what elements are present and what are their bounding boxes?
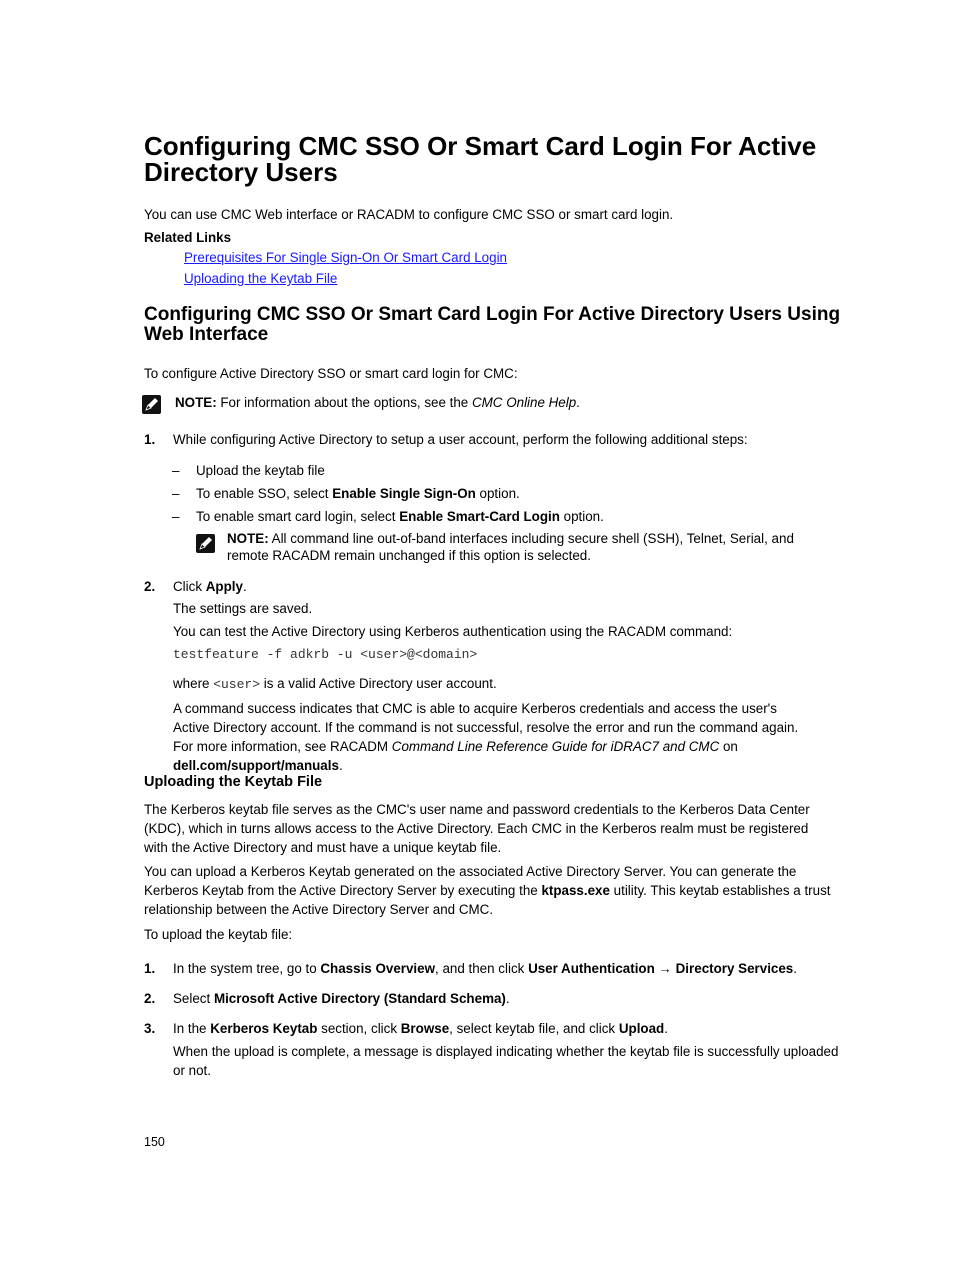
- note-label: NOTE:: [175, 395, 217, 410]
- list-dash: –: [172, 463, 180, 478]
- note-pencil-icon: [142, 395, 161, 414]
- step-text: .: [664, 1021, 668, 1036]
- page-title: Configuring CMC SSO Or Smart Card Login For Active Directory Users: [144, 131, 817, 187]
- sub-step-text: option.: [475, 486, 520, 501]
- section-heading-keytab: Uploading the Keytab File: [144, 774, 323, 790]
- step-number: 2.: [144, 579, 156, 594]
- option-name: Enable Smart-Card Login: [399, 509, 560, 524]
- where-pre: where: [173, 676, 214, 691]
- success-on: on: [719, 739, 738, 754]
- success-end: .: [338, 758, 343, 773]
- where-code: <user>: [213, 677, 261, 692]
- keytab-lead: To upload the keytab file:: [144, 927, 293, 942]
- step-apply: [173, 577, 247, 596]
- para-text: utility. This keytab establishes a trust relationship between the Active Directory Server and CMC.: [144, 883, 831, 917]
- sub-step-text: To enable SSO, select: [196, 486, 333, 501]
- settings-saved-text: The settings are saved.: [173, 601, 313, 616]
- list-dash: –: [172, 509, 180, 524]
- racadm-command: testfeature -f adkrb -u <user>@<domain>: [173, 647, 478, 662]
- sub-step-sso: [196, 484, 520, 503]
- related-links-label: Related Links: [144, 230, 232, 245]
- sub-step-upload: Upload the keytab file: [196, 463, 325, 478]
- web-lead-text: To configure Active Directory SSO or smart card login for CMC:: [144, 366, 518, 381]
- upload-result-text: When the upload is complete, a message is displayed indicating whether the keytab file is successfully uploaded or not.: [173, 1044, 839, 1078]
- page-number: 150: [144, 1135, 165, 1149]
- step-text: Click: [173, 579, 206, 594]
- step-text: .: [505, 991, 510, 1006]
- para-text: You can upload a Kerberos Keytab generated on the associated Active Directory Server. You can generate the Kerberos Keytab from the Active Directory Server by executing the: [144, 864, 797, 898]
- ui-term: Browse: [400, 1021, 450, 1036]
- success-body: A command success indicates that CMC is able to acquire Kerberos credentials and access the user's Active Directory account. If the command is not successful, resolve the error and run the command again. For more information, see RACADM: [173, 701, 799, 754]
- guide-ref: Command Line Reference Guide for iDRAC7 and CMC: [391, 739, 720, 754]
- ui-term: Upload: [618, 1021, 665, 1036]
- note-end: .: [576, 395, 580, 410]
- utility-name: ktpass.exe: [541, 883, 610, 898]
- step-text: , select keytab file, and click: [449, 1021, 619, 1036]
- note-label: NOTE:: [227, 531, 269, 546]
- note-interfaces: [227, 531, 827, 564]
- keytab-para-2: [144, 862, 839, 919]
- keytab-step-3: [173, 1019, 668, 1038]
- apply-label: Apply: [205, 579, 243, 594]
- related-link-prerequisites[interactable]: Prerequisites For Single Sign-On Or Smart Card Login: [184, 250, 507, 265]
- option-name: Enable Single Sign-On: [332, 486, 476, 501]
- sub-step-text: option.: [559, 509, 604, 524]
- note-pencil-icon: [196, 534, 215, 553]
- step-text: While configuring Active Directory to setup a user account, perform the following additional steps:: [173, 432, 748, 447]
- step-text: In the: [173, 1021, 211, 1036]
- list-dash: –: [172, 486, 180, 501]
- step-number: 1.: [144, 961, 156, 976]
- keytab-para-1: The Kerberos keytab file serves as the CMC's user name and password credentials to the Kerberos Data Center (KDC), which in turns allows access to the Active Directory. Each CMC in the Kerberos realm must be registered with the Active Directory and must have a unique keytab file.: [144, 802, 810, 855]
- step-text: Select: [173, 991, 214, 1006]
- where-post: is a valid Active Directory user account.: [260, 676, 497, 691]
- note-text: For information about the options, see the: [216, 395, 472, 410]
- ui-term: Directory Services: [675, 961, 794, 976]
- intro-text: You can use CMC Web interface or RACADM to configure CMC SSO or smart card login.: [144, 207, 674, 222]
- support-url: dell.com/support/manuals: [173, 758, 339, 773]
- where-text: [173, 674, 497, 694]
- note-info: [175, 393, 580, 412]
- step-text: section, click: [317, 1021, 401, 1036]
- ui-term: Chassis Overview: [320, 961, 436, 976]
- step-number: 1.: [144, 432, 156, 447]
- step-text: .: [793, 961, 797, 976]
- step-text: , and then click: [435, 961, 529, 976]
- keytab-step-2: [173, 989, 510, 1008]
- ui-term: Kerberos Keytab: [210, 1021, 318, 1036]
- related-link-uploading-keytab[interactable]: Uploading the Keytab File: [184, 271, 338, 286]
- success-text: [173, 699, 813, 775]
- ui-term: Microsoft Active Directory (Standard Schema): [213, 991, 506, 1006]
- sub-step-text: To enable smart card login, select: [196, 509, 400, 524]
- step-number: 2.: [144, 991, 156, 1006]
- sub-step-smart-card: [196, 507, 604, 526]
- step-text: In the system tree, go to: [173, 961, 321, 976]
- keytab-step-1: [173, 959, 797, 978]
- arrow-icon: →: [654, 961, 676, 976]
- section-heading-web-interface: Configuring CMC SSO Or Smart Card Login For Active Directory Users Using Web Interface: [144, 304, 841, 345]
- note-ref: CMC Online Help: [471, 395, 577, 410]
- note-text: All command line out-of-band interfaces including secure shell (SSH), Telnet, Serial, and remote RACADM remain unchanged if this option is selected.: [227, 531, 794, 563]
- ui-term: User Authentication: [528, 961, 655, 976]
- step-number: 3.: [144, 1021, 156, 1036]
- step-text: .: [242, 579, 247, 594]
- test-text: You can test the Active Directory using Kerberos authentication using the RACADM command:: [173, 624, 733, 639]
